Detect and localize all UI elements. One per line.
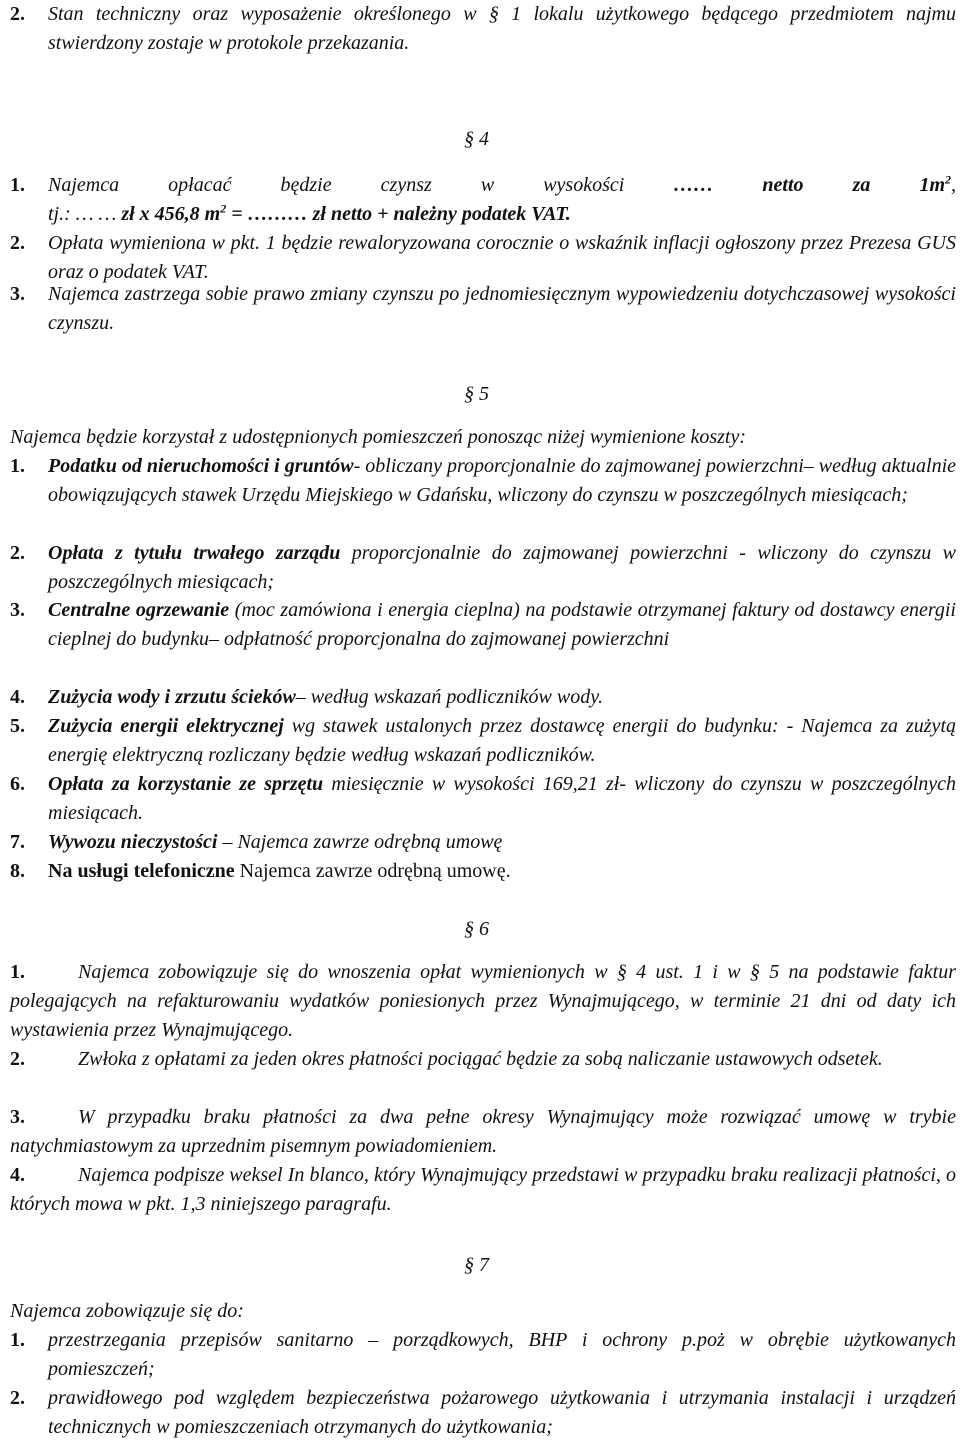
item-number: 2.	[10, 1387, 25, 1409]
superscript: 2	[945, 172, 951, 187]
sec5-item-1	[10, 452, 956, 510]
item-text: Najemca zobowiązuje się do wnoszenia opłat wymienionych w § 4 ust. 1 i w § 5 na podstawie faktur polegających na refakturowaniu wydatków poniesionych przez Wynajmującego, w terminie 21 dni od daty ich wystawienia przez Wynajmującego.	[10, 961, 956, 1041]
sec4-item-1	[10, 171, 956, 229]
item-text: Opłata wymieniona w pkt. 1 będzie rewaloryzowana corocznie o wskaźnik inflacji ogłoszony przez Prezesa GUS oraz o podatek VAT.	[48, 232, 956, 283]
item-number: 2.	[10, 542, 25, 564]
sec6-item-1	[10, 958, 956, 1045]
sec7-intro: Najemca zobowiązuje się do:	[10, 1300, 244, 1322]
rent-vat: = ……… zł netto + należny podatek VAT.	[226, 203, 571, 225]
item-number: 1.	[10, 174, 25, 196]
sec7-item-2	[10, 1384, 956, 1442]
item-number: 6.	[10, 773, 25, 795]
item-number: 4.	[10, 1164, 25, 1186]
item-number: 8.	[10, 860, 25, 882]
item-title: Na usługi telefoniczne	[48, 860, 235, 882]
sec5-item-4	[10, 683, 956, 712]
item-text: Stan techniczny oraz wyposażenie określonego w § 1 lokalu użytkowego będącego przedmiotem najmu stwierdzony zostaje w protokole przekazania.	[48, 3, 956, 54]
item-text-line1	[48, 171, 956, 200]
item-text-line2	[48, 200, 956, 229]
section-heading-6: § 6	[464, 918, 489, 940]
item-text: – Najemca zawrze odrębną umowę	[217, 831, 503, 853]
rent-text: Najemca opłacać będzie czynsz w wysokości	[48, 174, 674, 196]
item-text: Najemca podpisze weksel In blanco, który Wynajmujący przedstawi w przypadku braku realizacji płatności, o których mowa w pkt. 1,3 niniejszego paragrafu.	[10, 1164, 956, 1215]
sec5-item-5	[10, 712, 956, 770]
section-heading-5: § 5	[464, 383, 489, 405]
section-heading-4: § 4	[464, 128, 489, 150]
item-text: W przypadku braku płatności za dwa pełne okresy Wynajmujący może rozwiązać umowę w trybie natychmiastowym za uprzednim pisemnym powiadomieniem.	[10, 1106, 956, 1157]
item-text: miesięcznie w wysokości 169,21 zł- wliczony do czynszu w poszczególnych miesiącach.	[48, 773, 956, 824]
item-number: 4.	[10, 686, 25, 708]
item-title: Wywozu nieczystości	[48, 831, 218, 853]
rent-amount: …… netto za 1m	[673, 174, 945, 196]
item-text: (moc zamówiona i energia cieplna) na podstawie otrzymanej faktury od dostawcy energii cieplnej do budynku– odpłatność proporcjonalna do zajmowanej powierzchni	[48, 599, 956, 650]
superscript: 2	[220, 201, 227, 216]
item-title: Zużycia energii elektrycznej	[48, 715, 284, 737]
item-title: Centralne ogrzewanie	[48, 599, 230, 621]
item-text: wg stawek ustalonych przez dostawcę energii do budynku: - Najemca za zużytą energię elektryczną rozliczany będzie według wskazań podliczników.	[48, 715, 956, 766]
sec6-item-4	[10, 1161, 956, 1219]
sec4-item-3	[10, 280, 956, 338]
item-number: 1.	[10, 455, 25, 477]
item-number: 7.	[10, 831, 25, 853]
item-number: 1.	[10, 1329, 25, 1351]
sec3-item-2	[10, 0, 956, 58]
sec4-item-2	[10, 229, 956, 287]
item-text: przestrzegania przepisów sanitarno – porządkowych, BHP i ochrony p.poż w obrębie użytkowanych pomieszczeń;	[48, 1329, 956, 1380]
item-title: Podatku od nieruchomości i gruntów	[48, 455, 354, 477]
sec6-item-3	[10, 1103, 956, 1161]
sec5-item-6	[10, 770, 956, 828]
sec6-item-2	[10, 1045, 956, 1074]
item-text: prawidłowego pod względem bezpieczeństwa pożarowego użytkowania i utrzymania instalacji i urządzeń technicznych w pomieszczeniach otrzymanych do użytkowania;	[48, 1387, 956, 1438]
rent-area: zł x 456,8 m	[121, 203, 221, 225]
item-title: Zużycia wody i zrzutu ścieków	[48, 686, 296, 708]
sec5-item-2	[10, 539, 956, 597]
item-number: 1.	[10, 961, 25, 983]
item-number: 3.	[10, 283, 25, 305]
item-number: 2.	[10, 1048, 25, 1070]
sec5-item-8	[10, 857, 956, 886]
sec7-item-1	[10, 1326, 956, 1384]
item-title: Opłata z tytułu trwałego zarządu	[48, 542, 341, 564]
item-text: Najemca zastrzega sobie prawo zmiany czynszu po jednomiesięcznym wypowiedzeniu dotychczasowej wysokości czynszu.	[48, 283, 956, 334]
punct: ,	[951, 174, 956, 196]
item-number: 3.	[10, 599, 25, 621]
sec5-item-3	[10, 596, 956, 654]
item-title: Opłata za korzystanie ze sprzętu	[48, 773, 324, 795]
item-text: – według wskazań podliczników wody.	[295, 686, 604, 708]
item-text: Zwłoka z opłatami za jeden okres płatności pociągać będzie za sobą naliczanie ustawowych odsetek.	[78, 1048, 883, 1070]
item-text: Najemca zawrze odrębną umowę.	[234, 860, 511, 882]
item-number: 2.	[10, 232, 25, 254]
sec5-item-7	[10, 828, 956, 857]
section-heading-7: § 7	[464, 1254, 489, 1276]
item-text: - obliczany proporcjonalnie do zajmowanej powierzchni– według aktualnie obowiązujących stawek Urzędu Miejskiego w Gdańsku, wliczony do czynszu w poszczególnych miesiącach;	[48, 455, 957, 506]
sec5-intro: Najemca będzie korzystał z udostępnionych pomieszczeń ponosząc niżej wymienione koszty:	[10, 426, 746, 448]
item-number: 2.	[10, 3, 25, 25]
item-text: proporcjonalnie do zajmowanej powierzchni - wliczony do czynszu w poszczególnych miesiącach;	[48, 542, 957, 593]
rent-prefix: tj.: … …	[48, 203, 122, 225]
item-number: 3.	[10, 1106, 25, 1128]
item-number: 5.	[10, 715, 25, 737]
